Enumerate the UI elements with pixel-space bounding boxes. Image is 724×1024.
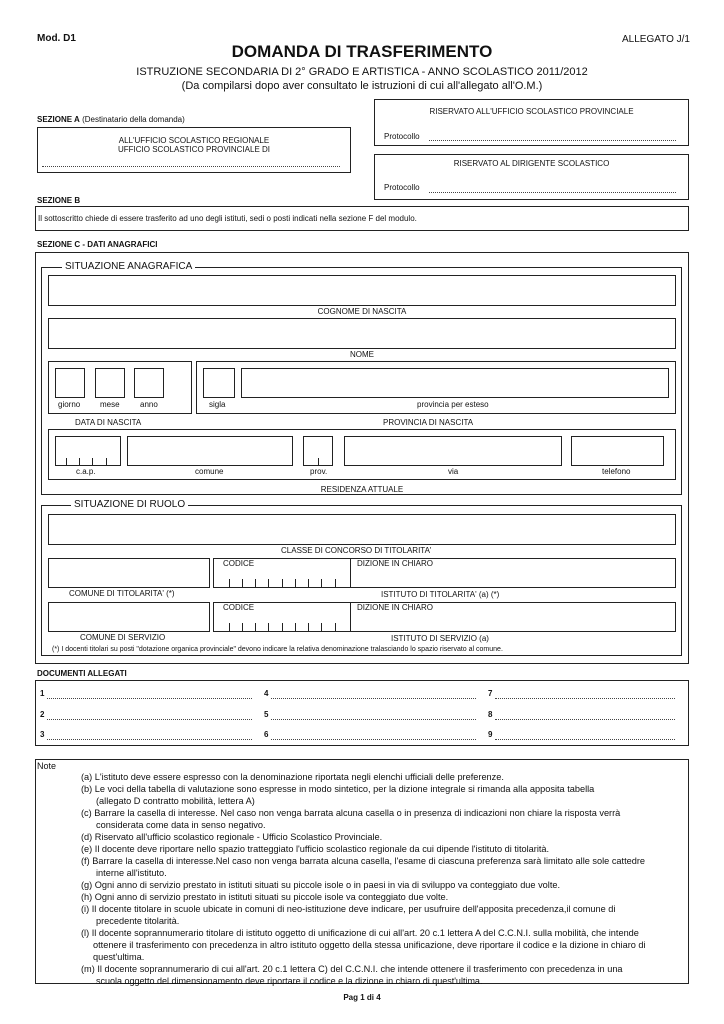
riservato-ufficio-protocollo-label: Protocollo	[384, 132, 420, 141]
dizione-servizio-label: DIZIONE IN CHIARO	[357, 603, 434, 612]
allegato-label: ALLEGATO J/1	[622, 34, 690, 45]
comune-titolarita-input[interactable]	[48, 558, 210, 588]
anno-input[interactable]	[134, 368, 164, 398]
comune-label: comune	[195, 467, 224, 476]
telefono-input[interactable]	[571, 436, 664, 466]
page-subtitle: ISTRUZIONE SECONDARIA DI 2° GRADO E ARTISTICA - ANNO SCOLASTICO 2011/2012	[136, 66, 588, 78]
dizione-titolarita-label: DIZIONE IN CHIARO	[357, 559, 434, 568]
giorno-label: giorno	[58, 400, 81, 409]
residenza-label: RESIDENZA ATTUALE	[320, 485, 404, 494]
note-item: (h) Ogni anno di servizio prestato in istituti situati su piccole isole va conteggiato due volte.	[81, 892, 449, 902]
cap-input[interactable]	[55, 436, 121, 466]
documento-number: 8	[488, 710, 493, 719]
note-item: interne all'istituto.	[96, 868, 167, 878]
comune-input[interactable]	[127, 436, 293, 466]
sigla-input[interactable]	[203, 368, 235, 398]
note-title: Note	[37, 761, 57, 771]
note-item: (a) L'istituto deve essere espresso con la denominazione riportata negli elenchi ufficiali delle preferenze.	[81, 772, 504, 782]
riservato-dirigente-box	[374, 154, 689, 200]
note-item: (e) Il docente deve riportare nello spazio tratteggiato l'ufficio scolastico regionale da cui dipende l'istituto di titolarità.	[81, 844, 550, 854]
sezione-b-label: SEZIONE B	[37, 196, 81, 205]
documenti-label: DOCUMENTI ALLEGATI	[37, 669, 127, 678]
note-item: (m) Il docente soprannumerario di cui all'art. 20 c.1 lettera C) del C.C.N.I. che intende ottenere il trasferimento con precedenza in una	[81, 964, 623, 974]
mod-code: Mod. D1	[37, 33, 76, 44]
documento-field-9[interactable]	[495, 739, 675, 740]
istituto-titolarita-label: ISTITUTO DI TITOLARITA' (a) (*)	[381, 590, 500, 599]
mese-label: mese	[100, 400, 120, 409]
cap-label: c.a.p.	[76, 467, 96, 476]
codice-servizio-label: CODICE	[223, 603, 255, 612]
documenti-box	[35, 680, 689, 746]
sezione-b-box	[35, 206, 689, 231]
sezione-a-line2: UFFICIO SCOLASTICO PROVINCIALE DI	[117, 145, 271, 154]
note-item: (allegato D contratto mobilità, lettera A)	[96, 796, 255, 806]
documento-field-1[interactable]	[47, 698, 252, 699]
documento-field-8[interactable]	[495, 719, 675, 720]
documento-field-2[interactable]	[47, 719, 252, 720]
documento-field-7[interactable]	[495, 698, 675, 699]
note-item: (g) Ogni anno di servizio prestato in istituti situati su piccole isole o in paesi in via di sviluppo va conteggiato due volte.	[81, 880, 561, 890]
documento-number: 6	[264, 730, 269, 739]
provincia-esteso-input[interactable]	[241, 368, 669, 398]
riservato-dirigente-protocollo-field[interactable]	[429, 192, 676, 193]
note-item: (l) Il docente soprannumerario titolare di istituto oggetto di unificazione di cui all'art. 20 c.1 lettera A del C.C.N.I. sulla mobilità, che intende	[81, 928, 639, 938]
note-item: (f) Barrare la casella di interesse.Nel caso non venga barrata alcuna casella, l'esame di ciascuna preferenza sarà limitato alle sole cattedre	[81, 856, 646, 866]
note-item: precedente titolarità.	[96, 916, 180, 926]
documento-number: 5	[264, 710, 269, 719]
documento-field-3[interactable]	[47, 739, 252, 740]
provincia-esteso-label: provincia per esteso	[417, 400, 489, 409]
note-item: (i) Il docente titolare in scuole ubicate in comuni di neo-istituzione deve indicare, per usufruire dell'apposita precedenza,il comune di	[81, 904, 616, 914]
sezione-a-province-field[interactable]	[42, 166, 340, 167]
sezione-a-label: SEZIONE A	[37, 115, 80, 124]
note-item: ottenere il trasferimento con precedenza in altro istituto oggetto della stessa unificazione, deve riportare il codice e la dizione in chiaro di	[93, 940, 646, 950]
nome-input[interactable]	[48, 318, 676, 349]
ruolo-legend: SITUAZIONE DI RUOLO	[71, 499, 188, 510]
riservato-ufficio-protocollo-field[interactable]	[429, 140, 676, 141]
istituto-servizio-label: ISTITUTO DI SERVIZIO (a)	[391, 634, 489, 643]
riservato-ufficio-box	[374, 99, 689, 146]
provincia-nascita-label: PROVINCIA DI NASCITA	[383, 418, 474, 427]
via-input[interactable]	[344, 436, 562, 466]
data-nascita-label: DATA DI NASCITA	[75, 418, 142, 427]
nome-label: NOME	[350, 350, 374, 359]
page-subtitle-note: (Da compilarsi dopo aver consultato le istruzioni di cui all'allegato all'O.M.)	[181, 80, 543, 92]
sezione-b-text: Il sottoscritto chiede di essere trasferito ad uno degli istituti, sedi o posti indicati nella sezione F del modulo.	[38, 214, 417, 223]
page-number: Pag 1 di 4	[343, 993, 381, 1002]
note-item: considerata come data in senso negativo.	[96, 820, 266, 830]
comune-servizio-label: COMUNE DI SERVIZIO	[80, 633, 166, 642]
cognome-label: COGNOME DI NASCITA	[317, 307, 407, 316]
cognome-input[interactable]	[48, 275, 676, 306]
note-item: (c) Barrare la casella di interesse. Nel caso non venga barrata alcuna casella o in presenza di indicazioni non chiare la risposta verrà	[81, 808, 621, 818]
ruolo-footnote: (*) I docenti titolari su posti "dotazione organica provinciale" devono indicare la relativa denominazione tralasciando lo spazio riservato al comune.	[52, 646, 503, 653]
anno-label: anno	[140, 400, 158, 409]
sezione-c-label: SEZIONE C - DATI ANAGRAFICI	[37, 240, 158, 249]
riservato-dirigente-protocollo-label: Protocollo	[384, 183, 420, 192]
anagrafica-legend: SITUAZIONE ANAGRAFICA	[62, 261, 195, 272]
note-item: (d) Riservato all'ufficio scolastico regionale - Ufficio Scolastico Provinciale.	[81, 832, 383, 842]
classe-concorso-label: CLASSE DI CONCORSO DI TITOLARITA'	[281, 546, 432, 555]
comune-servizio-input[interactable]	[48, 602, 210, 632]
codice-titolarita-label: CODICE	[223, 559, 255, 568]
sezione-a-box	[37, 127, 351, 173]
documento-number: 2	[40, 710, 45, 719]
via-label: via	[448, 467, 459, 476]
documento-field-6[interactable]	[271, 739, 476, 740]
note-item: (b) Le voci della tabella di valutazione sono espresse in modo sintetico, per la dizione integrale si rimanda alla apposita tabella	[81, 784, 595, 794]
documento-number: 7	[488, 689, 493, 698]
documento-number: 3	[40, 730, 45, 739]
telefono-label: telefono	[602, 467, 631, 476]
riservato-dirigente-title: RISERVATO AL DIRIGENTE SCOLASTICO	[453, 159, 610, 168]
note-item: scuola oggetto del dimensionamento deve riportare il codice e la dizione in chiaro di quest'ultima.	[96, 976, 483, 986]
documento-number: 4	[264, 689, 269, 698]
page-title: DOMANDA DI TRASFERIMENTO	[231, 42, 493, 61]
sezione-a-heading	[37, 115, 185, 124]
documento-number: 1	[40, 689, 45, 698]
note-item: quest'ultima.	[93, 952, 145, 962]
documento-field-4[interactable]	[271, 698, 476, 699]
documento-number: 9	[488, 730, 493, 739]
classe-concorso-input[interactable]	[48, 514, 676, 545]
riservato-ufficio-title: RISERVATO ALL'UFFICIO SCOLASTICO PROVINCIALE	[429, 107, 634, 116]
comune-titolarita-label: COMUNE DI TITOLARITA' (*)	[69, 589, 175, 598]
prov-label: prov.	[310, 467, 328, 476]
mese-input[interactable]	[95, 368, 125, 398]
sezione-a-desc: (Destinatario della domanda)	[82, 115, 185, 124]
documento-field-5[interactable]	[271, 719, 476, 720]
giorno-input[interactable]	[55, 368, 85, 398]
sigla-label: sigla	[209, 400, 226, 409]
sezione-a-line1: ALL'UFFICIO SCOLASTICO REGIONALE	[118, 136, 270, 145]
